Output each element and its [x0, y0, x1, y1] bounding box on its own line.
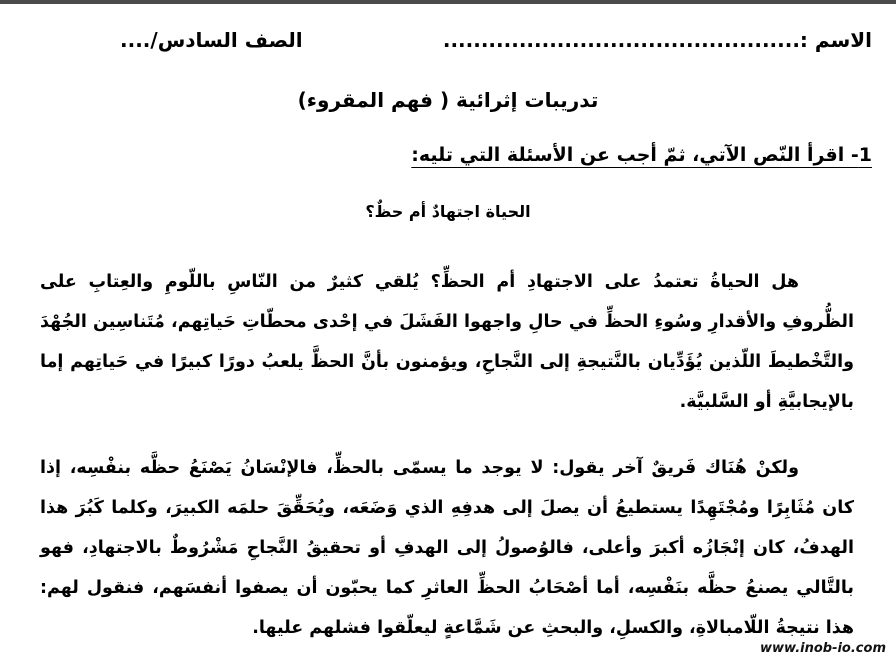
name-field[interactable]: الاسم :...............................................: [442, 28, 872, 52]
passage-paragraph-1: هل الحياةُ تعتمدُ على الاجتهادِ أم الحظِّ؟ يُلقي كثيرٌ من النّاسِ باللّومِ والعِتابِ على الظُّروفِ والأقدارِ وسُوءِ الحظِّ في حالِ واجهوا الفَشَلَ في إحْدى محطّاتِ حَياتِهم، مُتَناسِين الجُهْدَ والتَّخْطيطَ اللّذين يُؤَدِّيان بالنَّتيجةِ إلى النَّجاحِ، ويؤمنون بأنَّ الحظَّ يلعبُ دورًا كبيرًا في حَياتِهم إما بالإيجابيَّةِ أو السَّلبيَّة.: [40, 271, 854, 412]
student-info-line: [120, 28, 872, 52]
class-field[interactable]: الصف السادس/....: [120, 28, 303, 52]
site-watermark: www.inob-io.com: [760, 641, 886, 656]
passage-paragraph-2: ولكنْ هُنَاك فَريقٌ آخر يقول: لا يوجد ما يسمّى بالحظِّ، فالإنْسَانُ يَصْنَعُ حظَّه بنفْسِه، إذا كان مُثَابِرًا ومُجْتَهِدًا يستطيعُ أن يصلَ إلى هدفِهِ الذي وَضَعَه، ويُحَقِّقَ حلمَه الكبيرَ، وكلما كَبُرَ هذا الهدفُ، كان إنْجَازُه أكبرَ وأعلى، فالوُصولُ إلى الهدفِ أو تحقيقُ النَّجاحِ مَشْرُوطٌ بالاجتهادِ، فهو بالتَّالي يصنعُ حظَّه بنَفْسِه، أما أصْحَابُ الحظِّ العاثرِ كما يحبّون أن يصفوا أنفسَهم، فنقول لهم: هذا نتيجةُ اللّامبالاةِ، والكسلِ، والبحثِ عن شَمَّاعةٍ ليعلّقوا فشلهم عليها.: [40, 457, 854, 638]
worksheet-title: تدريبات إثرائية ( فهم المقروء): [297, 88, 599, 112]
question-instruction: 1- اقرأ النّص الآتي، ثمّ أجب عن الأسئلة التي تليه:: [411, 144, 872, 166]
passage-title: الحياة اجتهادٌ أم حظٌ؟: [365, 202, 531, 221]
